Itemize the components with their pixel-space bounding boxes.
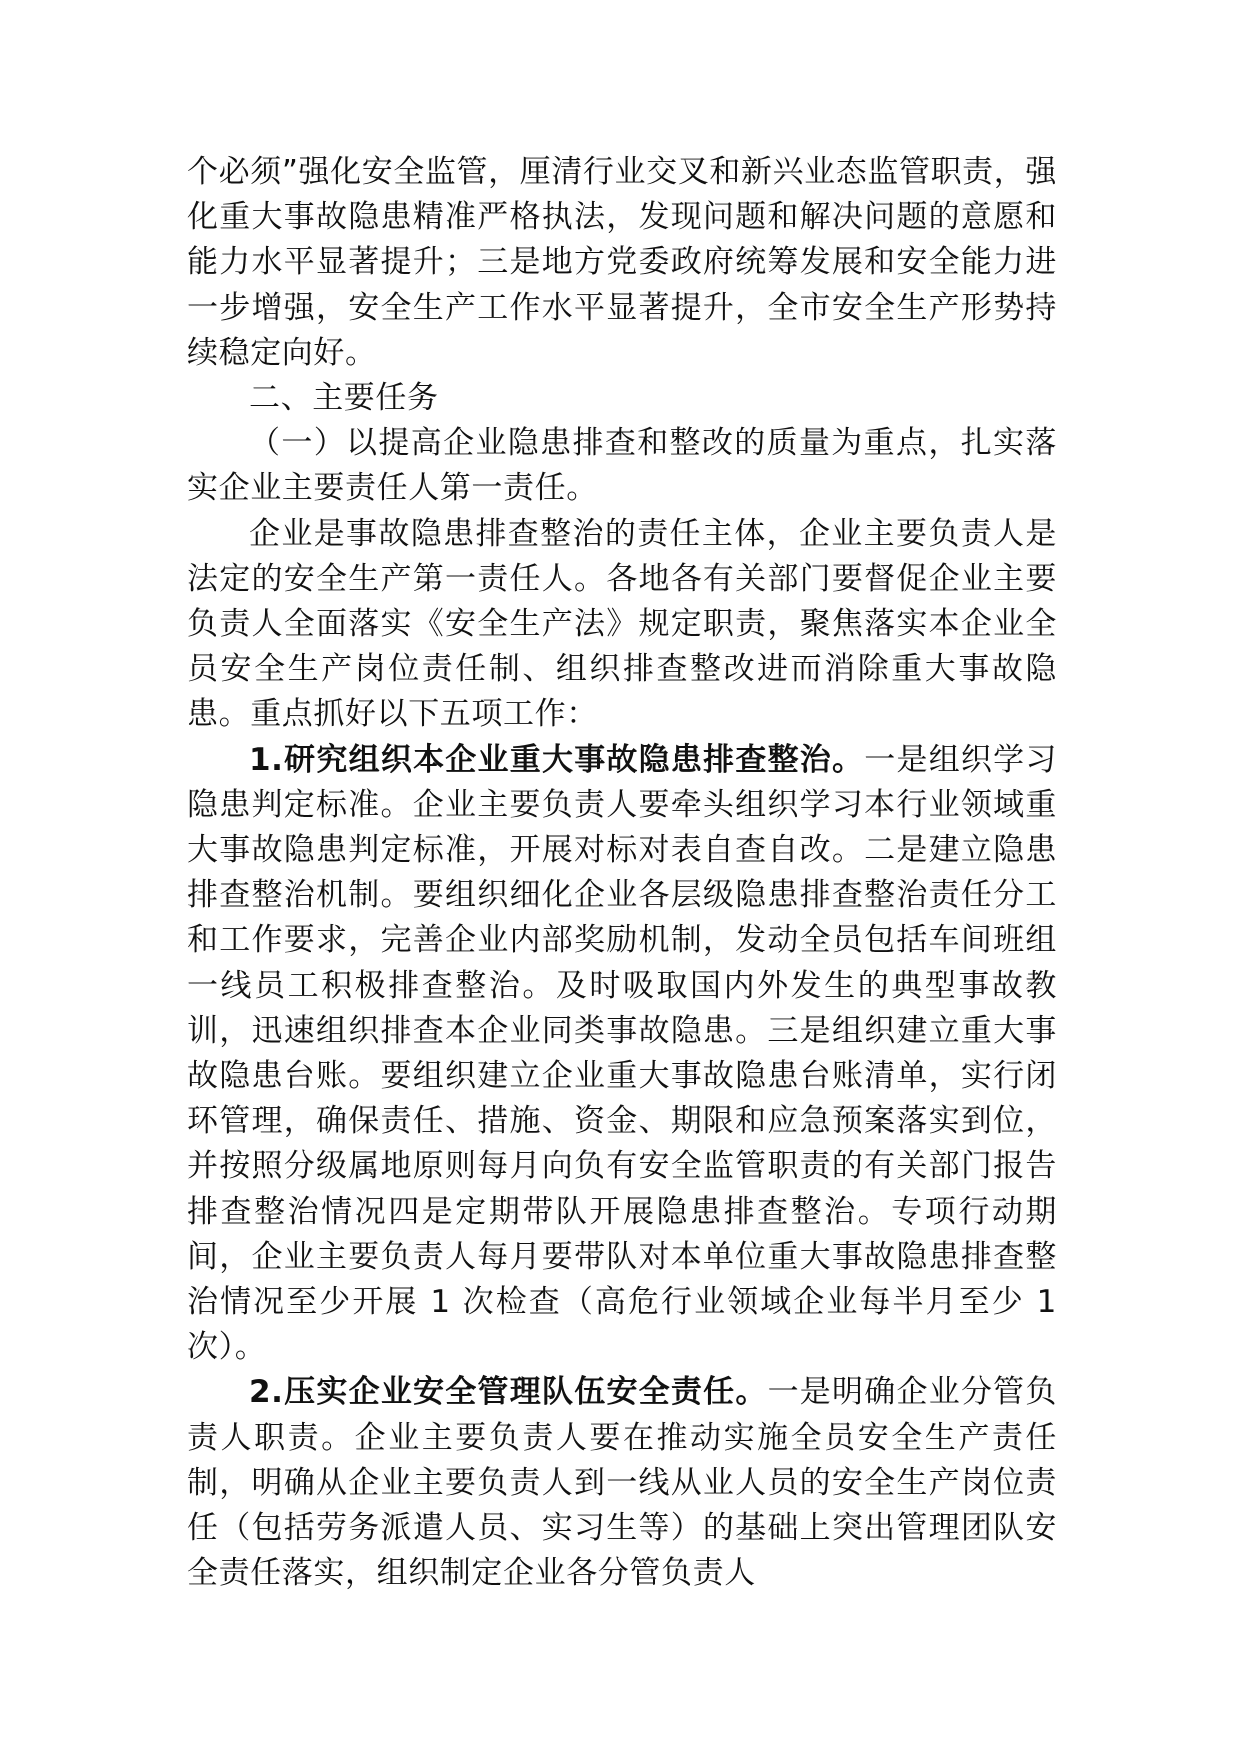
subsection-heading: （一）以提高企业隐患排查和整改的质量为重点，扎实落实企业主要责任人第一责任。 [187,425,1057,507]
item-1-body: 一是组织学习隐患判定标准。企业主要负责人要牵头组织学习本行业领域重大事故隐患判定标准，开展对标对表自查自改。二是建立隐患排查整治机制。要组织细化企业各层级隐患排查整治责任分工和工作要求，完善企业内部奖励机制，发动全员包括车间班组一线员工积极排查整治。及时吸取国内外发生的典型事故教训，迅速组织排查本企业同类事故隐患。三是组织建立重大事故隐患台账。要组织建立企业重大事故隐患台账清单，实行闭环管理，确保责任、措施、资金、期限和应急预案落实到位，并按照分级属地原则每月向负有安全监管职责的有关部门报告排查整治情况四是定期带队开展隐患排查整治。专项行动期间，企业主要负责人每月要带队对本单位重大事故隐患排查整治情况至少开展 1 次检查（高危行业领域企业每半月至少 1 次）。 [187,741,1057,1366]
item-1-title: 1.研究组织本企业重大事故隐患排查整治。 [249,741,865,778]
section-heading: 二、主要任务 [249,380,439,417]
list-item-1 [187,738,1057,1371]
item-2-body: 一是明确企业分管负责人职责。企业主要负责人要在推动实施全员安全生产责任制，明确从企业主要负责人到一线从业人员的安全生产岗位责任（包括劳务派遣人员、实习生等）的基础上突出管理团队安全责任落实，组织制定企业各分管负责人 [187,1374,1057,1592]
list-item-2 [187,1370,1057,1596]
paragraph-intro: 企业是事故隐患排查整治的责任主体，企业主要负责人是法定的安全生产第一责任人。各地各有关部门要督促企业主要负责人全面落实《安全生产法》规定职责，聚焦落实本企业全员安全生产岗位责任制、组织排查整改进而消除重大事故隐患。重点抓好以下五项工作： [187,515,1057,733]
paragraph-continuation: 个必须”强化安全监管，厘清行业交叉和新兴业态监管职责，强化重大事故隐患精准严格执法，发现问题和解决问题的意愿和能力水平显著提升；三是地方党委政府统筹发展和安全能力进一步增强，安全生产工作水平显著提升，全市安全生产形势持续稳定向好。 [187,154,1057,371]
document-body [187,150,1057,1597]
item-2-title: 2.压实企业安全管理队伍安全责任。 [249,1374,768,1411]
